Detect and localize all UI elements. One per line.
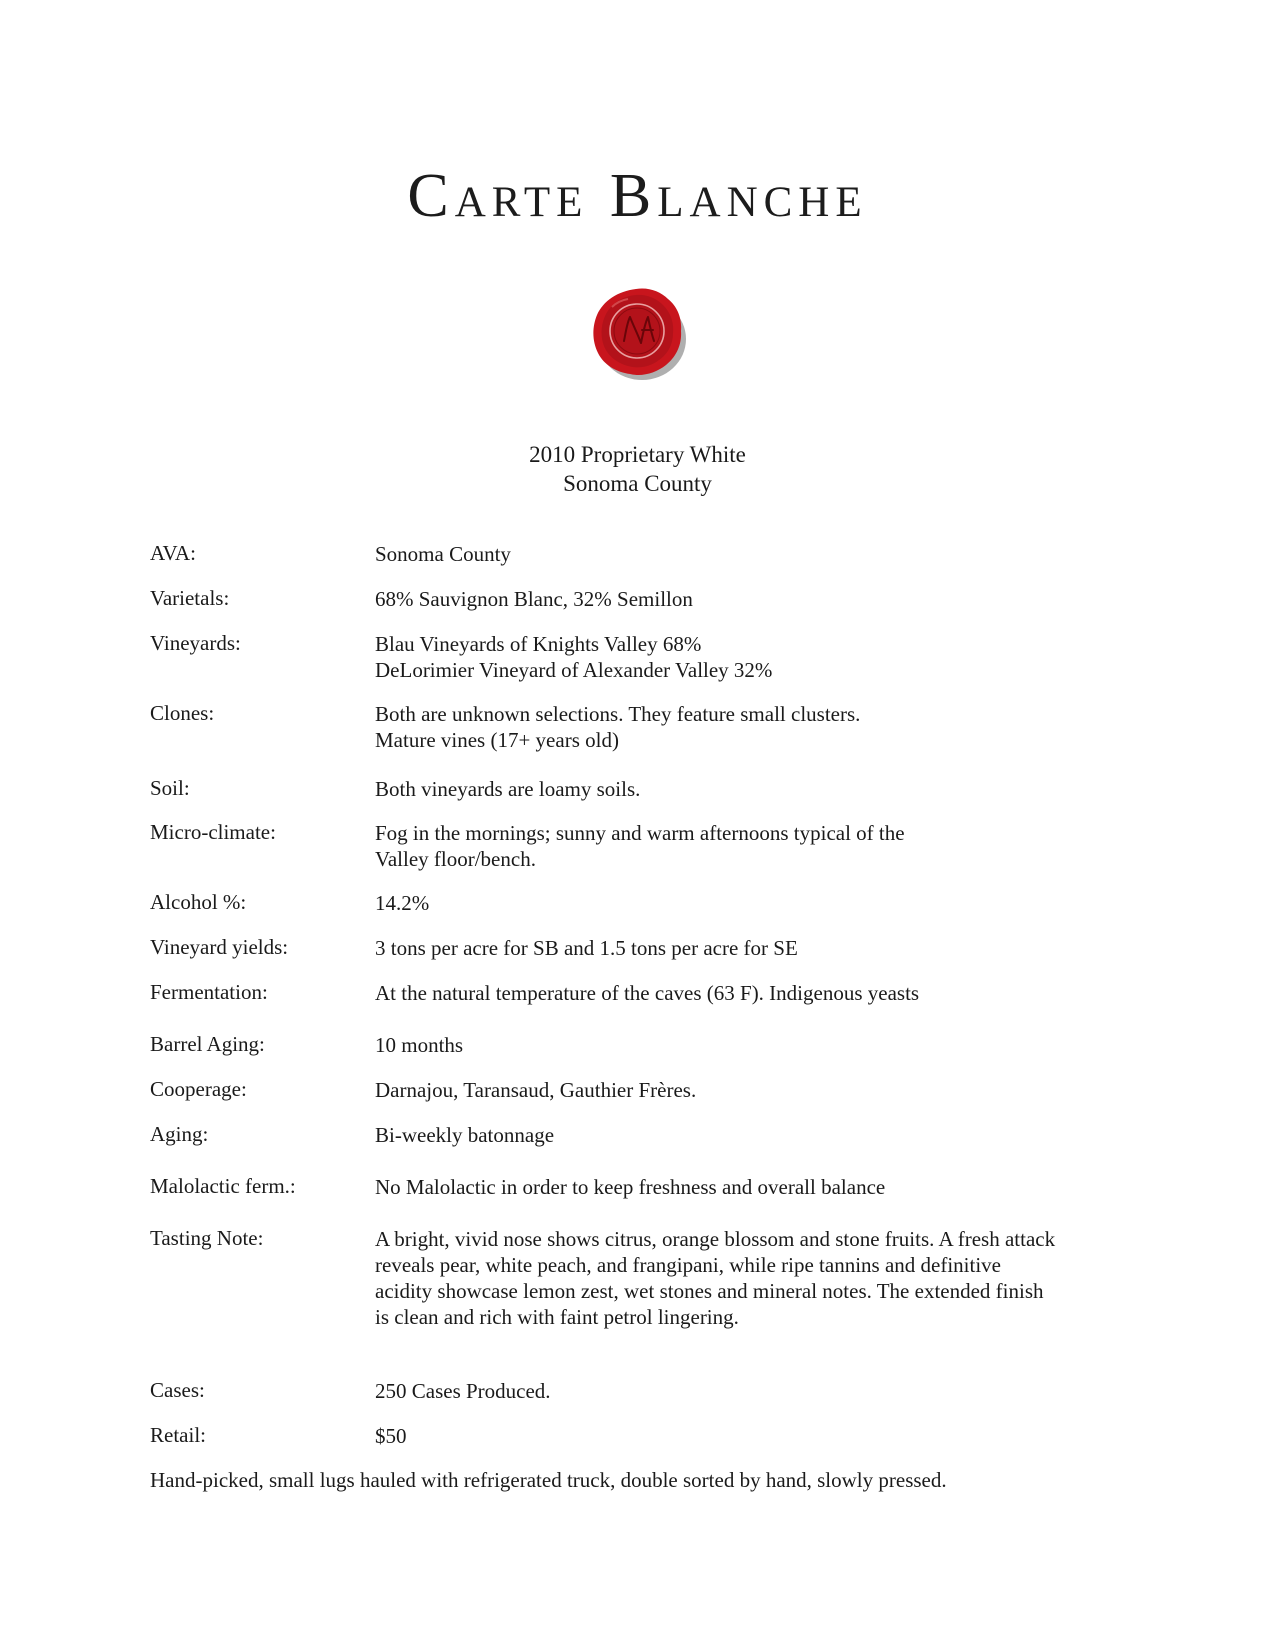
spec-label: Vineyard yields: — [150, 935, 289, 959]
spec-label: AVA: — [150, 541, 196, 565]
spec-value — [375, 701, 1135, 753]
spec-label: Cases: — [150, 1378, 205, 1402]
wine-name: 2010 Proprietary White — [529, 442, 746, 467]
spec-value-line: Mature vines (17+ years old) — [375, 728, 619, 752]
spec-value — [375, 776, 1135, 802]
spec-label: Aging: — [150, 1122, 209, 1146]
spec-label: Clones: — [150, 701, 215, 725]
spec-value-line: 68% Sauvignon Blanc, 32% Semillon — [375, 587, 693, 611]
spec-value-line: Valley floor/bench. — [375, 847, 536, 871]
spec-value-line: 14.2% — [375, 891, 430, 915]
spec-value-line: $50 — [375, 1424, 407, 1448]
spec-value-line: Darnajou, Taransaud, Gauthier Frères. — [375, 1078, 697, 1102]
spec-label: Micro-climate: — [150, 820, 276, 844]
spec-label: Malolactic ferm.: — [150, 1174, 296, 1198]
spec-label: Cooperage: — [150, 1077, 247, 1101]
spec-value — [375, 541, 1135, 567]
spec-value — [375, 1032, 1135, 1058]
spec-value — [375, 1226, 1135, 1330]
spec-label: Barrel Aging: — [150, 1032, 265, 1056]
spec-label: Alcohol %: — [150, 890, 247, 914]
spec-value-line: At the natural temperature of the caves (63 F). Indigenous yeasts — [375, 981, 920, 1005]
spec-value-line: is clean and rich with faint petrol lingering. — [375, 1305, 739, 1329]
spec-value-line: No Malolactic in order to keep freshness and overall balance — [375, 1175, 886, 1199]
wine-heading — [0, 440, 1275, 498]
harvest-note: Hand-picked, small lugs hauled with refrigerated truck, double sorted by hand, slowly pressed. — [150, 1468, 947, 1492]
spec-label: Varietals: — [150, 586, 230, 610]
spec-value — [375, 890, 1135, 916]
spec-value-line: reveals pear, white peach, and frangipani, while ripe tannins and definitive — [375, 1253, 1002, 1277]
spec-value-line: acidity showcase lemon zest, wet stones and mineral notes. The extended finish — [375, 1279, 1044, 1303]
wax-seal-icon — [586, 283, 690, 383]
spec-value-line: Bi-weekly batonnage — [375, 1123, 555, 1147]
spec-value-line: 250 Cases Produced. — [375, 1379, 551, 1403]
spec-value — [375, 1378, 1135, 1404]
spec-value — [375, 586, 1135, 612]
spec-value-line: 3 tons per acre for SB and 1.5 tons per acre for SE — [375, 936, 798, 960]
spec-label: Soil: — [150, 776, 190, 800]
spec-value — [375, 1174, 1135, 1200]
spec-label: Tasting Note: — [150, 1226, 264, 1250]
spec-value-line: Fog in the mornings; sunny and warm afternoons typical of the — [375, 821, 905, 845]
spec-label: Fermentation: — [150, 980, 268, 1004]
spec-value — [375, 935, 1135, 961]
spec-value — [375, 820, 1135, 872]
spec-label: Retail: — [150, 1423, 206, 1447]
brand-title: Carte Blanche — [407, 162, 868, 230]
spec-value — [375, 1122, 1135, 1148]
spec-value — [375, 980, 1135, 1006]
spec-label: Vineyards: — [150, 631, 241, 655]
spec-value — [375, 631, 1135, 683]
spec-value-line: A bright, vivid nose shows citrus, orange blossom and stone fruits. A fresh attack — [375, 1227, 1056, 1251]
wine-region: Sonoma County — [563, 471, 712, 496]
spec-value-line: Blau Vineyards of Knights Valley 68% — [375, 632, 702, 656]
spec-value — [375, 1077, 1135, 1103]
spec-value — [375, 1423, 1135, 1449]
spec-value-line: Sonoma County — [375, 542, 511, 566]
spec-value-line: Both vineyards are loamy soils. — [375, 777, 641, 801]
spec-value-line: DeLorimier Vineyard of Alexander Valley 32% — [375, 658, 773, 682]
wax-seal-logo — [586, 283, 690, 383]
spec-value-line: 10 months — [375, 1033, 464, 1057]
spec-value-line: Both are unknown selections. They feature small clusters. — [375, 702, 861, 726]
